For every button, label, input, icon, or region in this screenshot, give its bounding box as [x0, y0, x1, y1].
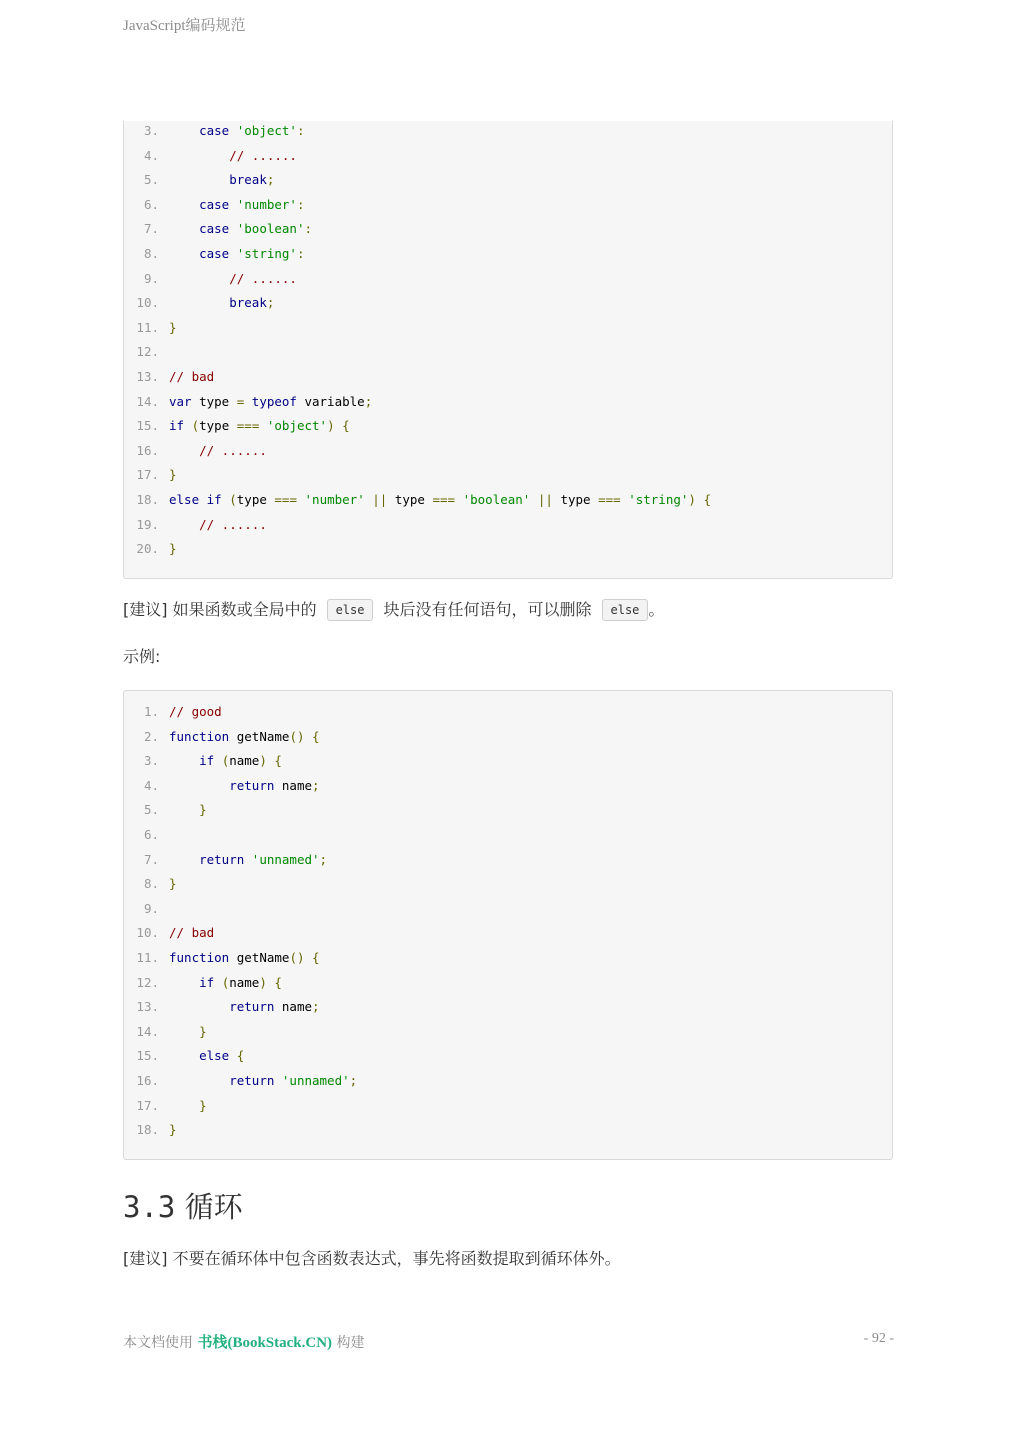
code-line: [124, 800, 892, 820]
line-number: 14.: [136, 1023, 159, 1039]
code-line: [124, 899, 892, 919]
line-number: 18.: [136, 492, 159, 507]
code-text: // ......: [229, 147, 297, 163]
code-line: [124, 702, 892, 722]
code-text: }: [169, 467, 177, 483]
footer-credit: [123, 1331, 365, 1352]
code-line: [124, 318, 892, 338]
line-number: 14.: [136, 393, 159, 409]
code-line: [124, 367, 892, 387]
code-text: }: [199, 802, 207, 818]
code-text: if (name) {: [199, 974, 282, 990]
code-block-getname-example: [123, 690, 893, 1160]
line-number: 6.: [143, 196, 159, 212]
code-text: return 'unnamed';: [229, 1073, 358, 1088]
code-text: return 'unnamed';: [199, 851, 328, 867]
code-text: case 'number':: [199, 196, 305, 212]
code-line: [124, 1120, 892, 1140]
code-line: [124, 948, 892, 968]
line-number: 3.: [143, 123, 159, 138]
code-line: [124, 776, 892, 796]
inline-code-else: else: [602, 599, 649, 621]
code-line: [124, 269, 892, 289]
line-number: 11.: [136, 950, 159, 965]
line-number: 16.: [136, 442, 159, 458]
code-line: [124, 539, 892, 559]
code-line: [124, 874, 892, 894]
line-number: 11.: [136, 319, 159, 335]
code-text: // bad: [169, 369, 215, 384]
code-line: [124, 1046, 892, 1066]
suggestion-loop-functions: [建议] 不要在循环体中包含函数表达式，事先将函数提取到循环体外。: [123, 1249, 621, 1268]
running-header: JavaScript编码规范: [123, 18, 246, 34]
inline-code-else: else: [327, 599, 374, 621]
section-heading: [123, 1185, 243, 1226]
code-text: function getName() {: [169, 950, 320, 965]
line-number: 17.: [136, 467, 159, 483]
code-block-switch-example: [123, 121, 893, 579]
code-text: function getName() {: [169, 728, 320, 744]
line-number: 7.: [143, 221, 159, 237]
code-text: if (type === 'object') {: [169, 418, 350, 434]
code-line: [124, 441, 892, 461]
line-number: 8.: [143, 876, 159, 892]
line-number: 5.: [143, 802, 159, 818]
line-number: 10.: [136, 295, 159, 311]
code-text: // ......: [199, 516, 267, 532]
code-text: // good: [169, 704, 222, 719]
code-text: }: [169, 541, 177, 557]
code-line: [124, 825, 892, 845]
code-text: return name;: [229, 999, 320, 1015]
line-number: 12.: [136, 974, 159, 990]
line-number: 1.: [143, 704, 159, 719]
line-number: 4.: [143, 147, 159, 163]
page-number: - 92 -: [863, 1331, 894, 1346]
code-line: [124, 490, 892, 510]
code-text: }: [169, 1122, 177, 1138]
section-number: 3.3: [123, 1190, 176, 1224]
code-line: [124, 195, 892, 215]
code-line: [124, 465, 892, 485]
line-number: 7.: [143, 851, 159, 867]
line-number: 8.: [143, 246, 159, 261]
suggestion-suffix: 。: [648, 600, 665, 619]
code-text: }: [199, 1097, 207, 1113]
line-number: 5.: [143, 172, 159, 188]
code-line: [124, 923, 892, 943]
footer-suffix: 构建: [336, 1335, 365, 1351]
code-line: [124, 146, 892, 166]
code-text: }: [169, 319, 177, 335]
code-text: else {: [199, 1048, 245, 1064]
code-text: return name;: [229, 777, 320, 793]
code-text: if (name) {: [199, 753, 282, 769]
line-number: 15.: [136, 1048, 159, 1064]
line-number: 4.: [143, 777, 159, 793]
code-line: [124, 973, 892, 993]
suggestion-prefix: [建议] 如果函数或全局中的: [123, 600, 317, 619]
suggestion-middle: 块后没有任何语句，可以删除: [383, 600, 592, 619]
line-number: 9.: [143, 900, 159, 916]
line-number: 9.: [143, 270, 159, 286]
code-line: [124, 1096, 892, 1116]
line-number: 2.: [143, 728, 159, 744]
code-text: break;: [229, 172, 275, 188]
code-line: [124, 121, 892, 141]
line-number: 12.: [136, 344, 159, 360]
code-text: // ......: [229, 270, 297, 286]
line-number: 13.: [136, 369, 159, 384]
code-text: }: [199, 1023, 207, 1039]
line-number: 3.: [143, 753, 159, 769]
line-number: 20.: [136, 541, 159, 557]
footer-prefix: 本文档使用: [123, 1335, 193, 1351]
code-text: case 'boolean':: [199, 221, 313, 237]
code-line: [124, 1022, 892, 1042]
footer-brand-link[interactable]: 书栈(BookStack.CN): [197, 1335, 333, 1351]
code-text: else if (type === 'number' || type === 'boolean' || type === 'string') {: [169, 492, 711, 507]
code-line: [124, 293, 892, 313]
code-line: [124, 392, 892, 412]
example-label: 示例:: [123, 647, 161, 666]
code-line: [124, 997, 892, 1017]
line-number: 18.: [136, 1122, 159, 1138]
code-line: [124, 751, 892, 771]
code-line: [124, 515, 892, 535]
code-line: [124, 219, 892, 239]
line-number: 19.: [136, 516, 159, 532]
code-line: [124, 1071, 892, 1091]
code-line: [124, 244, 892, 264]
code-text: break;: [229, 295, 275, 311]
line-number: 13.: [136, 999, 159, 1015]
code-text: case 'object':: [199, 123, 305, 138]
code-text: // bad: [169, 925, 215, 941]
suggestion-remove-else: [123, 597, 664, 621]
line-number: 17.: [136, 1097, 159, 1113]
line-number: 10.: [136, 925, 159, 941]
line-number: 15.: [136, 418, 159, 434]
code-text: case 'string':: [199, 246, 305, 261]
code-text: var type = typeof variable;: [169, 393, 373, 409]
line-number: 6.: [143, 827, 159, 842]
code-line: [124, 342, 892, 362]
code-text: }: [169, 876, 177, 892]
code-line: [124, 170, 892, 190]
code-line: [124, 850, 892, 870]
line-number: 16.: [136, 1073, 159, 1088]
code-line: [124, 727, 892, 747]
code-line: [124, 416, 892, 436]
section-title: 循环: [184, 1190, 243, 1224]
code-text: // ......: [199, 442, 267, 458]
